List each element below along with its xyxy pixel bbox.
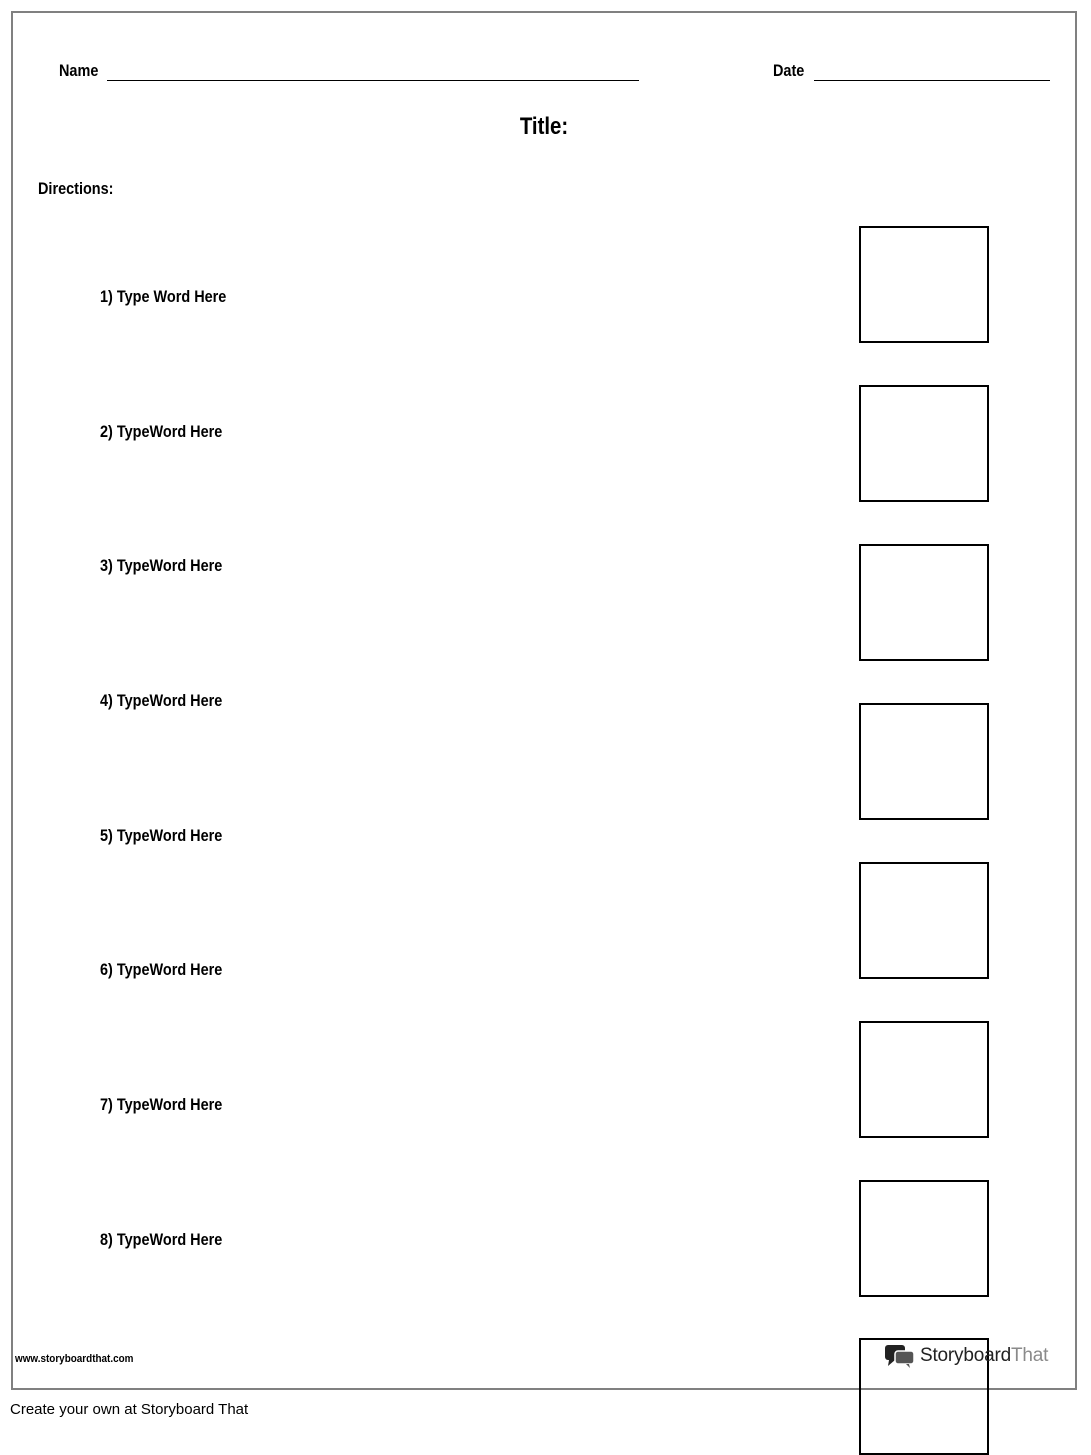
name-label: Name — [59, 61, 99, 80]
site-url: www.storyboardthat.com — [15, 1353, 134, 1365]
date-line[interactable] — [814, 80, 1050, 81]
item-label-6: 6) TypeWord Here — [100, 960, 223, 979]
answer-box-4[interactable] — [859, 703, 989, 820]
page-title: Title: — [519, 113, 569, 140]
item-label-4: 4) TypeWord Here — [100, 691, 223, 710]
item-label-2: 2) TypeWord Here — [100, 422, 223, 441]
item-label-7: 7) TypeWord Here — [100, 1095, 223, 1114]
answer-box-5[interactable] — [859, 862, 989, 979]
item-label-8: 8) TypeWord Here — [100, 1230, 223, 1249]
answer-box-2[interactable] — [859, 385, 989, 502]
answer-box-6[interactable] — [859, 1021, 989, 1138]
worksheet-sheet — [11, 11, 1077, 1390]
answer-box-3[interactable] — [859, 544, 989, 661]
answer-box-7[interactable] — [859, 1180, 989, 1297]
directions-label: Directions: — [38, 179, 114, 198]
item-label-3: 3) TypeWord Here — [100, 556, 223, 575]
create-your-own-link[interactable]: Create your own at Storyboard That — [10, 1401, 249, 1418]
item-label-5: 5) TypeWord Here — [100, 826, 223, 845]
speech-bubbles-icon — [884, 1343, 916, 1369]
date-label: Date — [773, 61, 805, 80]
answer-box-1[interactable] — [859, 226, 989, 343]
storyboardthat-logo — [884, 1343, 1048, 1369]
item-label-1: 1) Type Word Here — [100, 287, 227, 306]
name-line[interactable] — [107, 80, 639, 81]
brand-name-storyboard: Storyboard — [920, 1345, 1011, 1366]
brand-name-that: That — [1010, 1345, 1049, 1366]
